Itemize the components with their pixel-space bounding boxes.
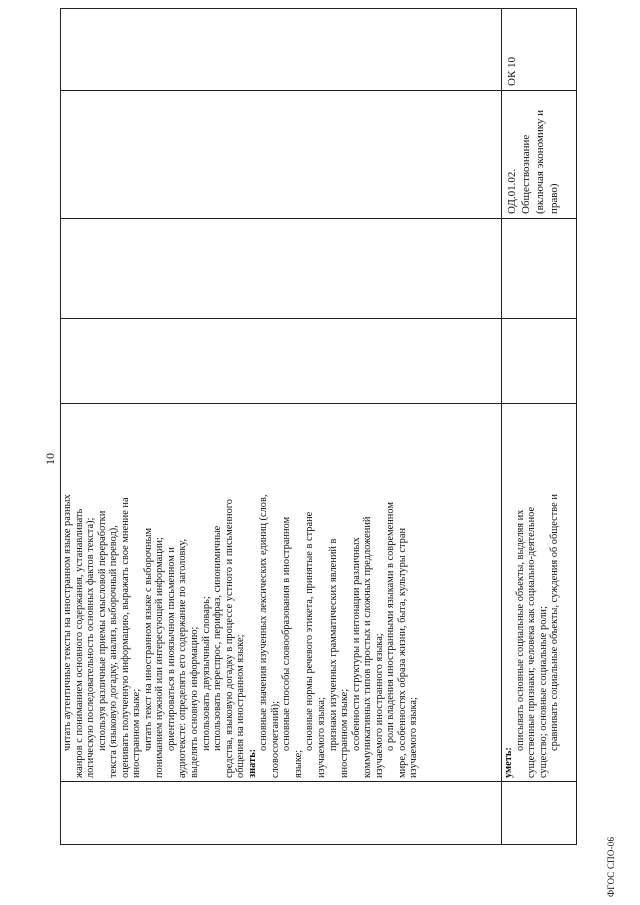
text-line: текста (языковую догадку, анализ, выборочный перевод), (108, 525, 120, 778)
text-line: языке; (292, 749, 304, 778)
table-cell-empty (61, 219, 502, 319)
footer-code: ФГОС СПО-06 (606, 836, 616, 897)
requirements-text (61, 404, 420, 781)
text-line: иностранном языке; (339, 688, 351, 778)
table-cell-empty (502, 219, 577, 319)
text-line: основные значения изученных лексических единиц (слов, (258, 494, 270, 751)
table-row (502, 9, 577, 845)
text-line: уметь: (503, 747, 514, 778)
text-line: словосочетаний); (269, 701, 281, 778)
text-line: основные способы словообразования в иностранном (281, 516, 293, 751)
table-cell-empty (61, 319, 502, 404)
table-cell-empty (61, 91, 502, 219)
discipline-index: ОД.01.02. (506, 168, 518, 214)
table-cell-empty (502, 319, 577, 404)
text-line: иностранном языке; (131, 688, 143, 778)
requirements-cell (502, 404, 577, 782)
text-line: жанров с пониманием основного содержания, устанавливать (73, 508, 85, 778)
text-line: читать текст на иностранном языке с выборочным (142, 527, 154, 751)
text-line: оценивать полученную информацию, выражать свое мнение на (119, 497, 131, 778)
table-cell-empty (502, 782, 577, 845)
table-cell-empty (61, 9, 502, 91)
text-line: особенности структуры и интонации различных (350, 537, 362, 751)
text-line: средства, языковую догадку в процессе устного и письменного (223, 499, 235, 778)
text-line: используя различные приемы смысловой переработки (96, 510, 108, 751)
text-line: аудиотексте: определять его содержание по заголовку, (177, 538, 189, 778)
text-line: ориентироваться в иноязычном письменном и (165, 547, 177, 751)
text-line: описывать основные социальные объекты, выделяя их (514, 509, 526, 751)
text-line: изучаемого языка; (408, 697, 420, 778)
table-cell-empty (61, 782, 502, 845)
text-line: пониманием нужной или интересующей информации; (154, 537, 166, 778)
competence-code: ОК 10 (506, 56, 518, 86)
text-line: изучаемого иностранного языка; (373, 633, 385, 778)
text-line: выделять основную информацию; (189, 626, 201, 778)
text-line: признаки изученных грамматических явлений в (327, 538, 339, 751)
text-line: существенные признаки; человека как социально-деятельное (526, 506, 538, 778)
page-number: 10 (43, 453, 57, 465)
text-line: изучаемого языка; (316, 697, 328, 778)
requirements-cell (61, 404, 502, 782)
text-line: знать: (246, 748, 258, 778)
competence-cell (502, 9, 577, 91)
text-line: мире, особенностях образа жизни, быта, культуры стран (396, 527, 408, 778)
text-line: существо; основные социальные роли; (537, 606, 549, 778)
text-line: коммуникативных типов простых и сложных предложений (362, 516, 374, 778)
text-line: логическую последовательность основных фактов текста); (85, 517, 97, 778)
table-row (61, 9, 502, 845)
standard-table (60, 8, 577, 845)
text-line: сравнивать социальные объекты, суждения об обществе и (549, 494, 561, 751)
text-line: использовать переспрос, перифраз, синонимичные (212, 525, 224, 751)
requirements-text (502, 404, 561, 781)
text-line: общения на иностранном языке; (235, 634, 247, 778)
text-line: использовать двуязычный словарь; (200, 596, 212, 751)
discipline-cell (502, 91, 577, 219)
discipline-name: Обществознание (включая экономику и право) (520, 109, 560, 214)
text-line: читать аутентичные тексты на иностранном языке разных (62, 494, 73, 751)
text-line: основные нормы речевого этикета, принятые в стране (304, 511, 316, 751)
text-line: о роли владения иностранными языками в современном (385, 502, 397, 751)
